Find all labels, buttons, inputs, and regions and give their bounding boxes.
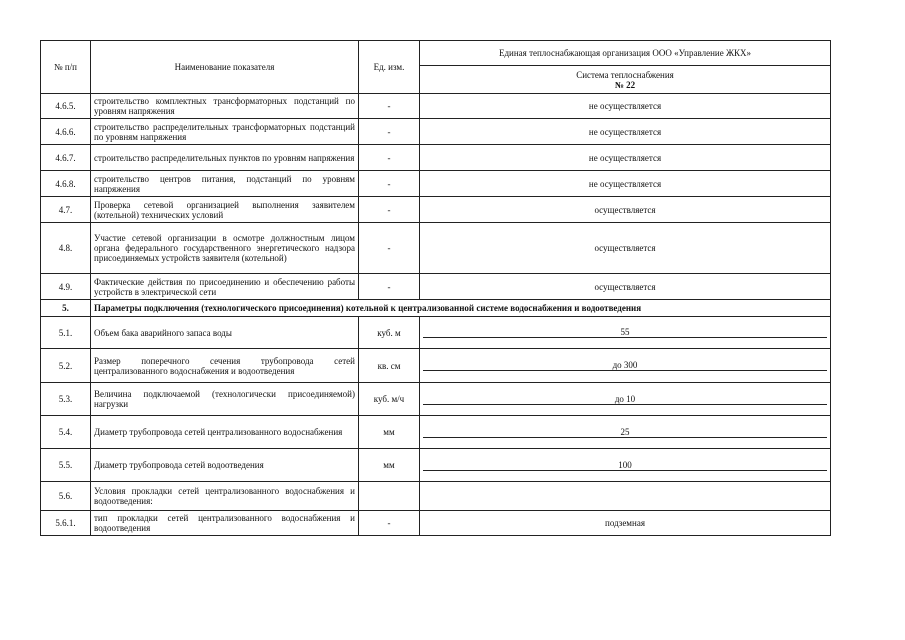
row-name: строительство распределительных пунктов по уровням напряжения: [91, 145, 359, 171]
row-value: не осуществляется: [420, 145, 831, 171]
section-row: [41, 300, 831, 317]
row-unit: -: [359, 119, 420, 145]
header-system: [420, 66, 831, 94]
row-name: Условия прокладки сетей централизованного водоснабжения и водоотведения:: [91, 482, 359, 511]
table-row: [41, 223, 831, 274]
row-unit: -: [359, 223, 420, 274]
system-number: № 22: [614, 79, 636, 90]
row-value: 55: [423, 327, 827, 338]
table-row: [41, 511, 831, 536]
row-value: не осуществляется: [420, 171, 831, 197]
row-num: 4.6.5.: [41, 94, 91, 119]
row-value: осуществляется: [420, 197, 831, 223]
row-unit: -: [359, 145, 420, 171]
row-unit: мм: [359, 416, 420, 449]
row-name: тип прокладки сетей централизованного водоснабжения и водоотведения: [91, 511, 359, 536]
row-value: не осуществляется: [420, 94, 831, 119]
table-row: [41, 317, 831, 349]
table-row: [41, 171, 831, 197]
row-num: 5.2.: [41, 349, 91, 383]
row-num: 4.6.7.: [41, 145, 91, 171]
row-num: 5.5.: [41, 449, 91, 482]
row-value-cell: [420, 416, 831, 449]
header-row: [41, 41, 831, 66]
row-value: 25: [423, 427, 827, 438]
system-label: Система теплоснабжения: [576, 69, 674, 80]
row-unit: мм: [359, 449, 420, 482]
table-row: [41, 416, 831, 449]
row-unit: [359, 482, 420, 511]
row-name: Объем бака аварийного запаса воды: [91, 317, 359, 349]
row-value-cell: [420, 383, 831, 416]
row-unit: куб. м/ч: [359, 383, 420, 416]
table-row: [41, 383, 831, 416]
section-title: Параметры подключения (технологического присоединения) котельной к централизованной системе водоснабжения и водоотведения: [91, 300, 831, 317]
row-value: 100: [423, 460, 827, 471]
row-num: 5.6.: [41, 482, 91, 511]
header-num: № п/п: [41, 41, 91, 94]
row-unit: -: [359, 197, 420, 223]
row-name: Проверка сетевой организацией выполнения заявителем (котельной) технических условий: [91, 197, 359, 223]
row-num: 5.6.1.: [41, 511, 91, 536]
section-num: 5.: [41, 300, 91, 317]
header-unit: Ед. изм.: [359, 41, 420, 94]
row-value-cell: [420, 349, 831, 383]
table-row: [41, 349, 831, 383]
row-name: Диаметр трубопровода сетей водоотведения: [91, 449, 359, 482]
table-row: [41, 145, 831, 171]
table-row: [41, 449, 831, 482]
row-num: 5.3.: [41, 383, 91, 416]
row-num: 4.6.8.: [41, 171, 91, 197]
header-name: Наименование показателя: [91, 41, 359, 94]
row-name: Размер поперечного сечения трубопровода сетей централизованного водоснабжения и водоотведения: [91, 349, 359, 383]
row-value: до 10: [423, 394, 827, 405]
row-value: подземная: [420, 511, 831, 536]
row-name: строительство комплектных трансформаторных подстанций по уровням напряжения: [91, 94, 359, 119]
row-num: 5.4.: [41, 416, 91, 449]
row-num: 4.6.6.: [41, 119, 91, 145]
row-num: 5.1.: [41, 317, 91, 349]
row-value-cell: [420, 449, 831, 482]
row-num: 4.8.: [41, 223, 91, 274]
header-org: Единая теплоснабжающая организация ООО «Управление ЖКХ»: [420, 41, 831, 66]
table-row: [41, 94, 831, 119]
row-unit: -: [359, 171, 420, 197]
row-value-cell: [420, 317, 831, 349]
row-unit: -: [359, 94, 420, 119]
row-name: Фактические действия по присоединению и обеспечению работы устройств в электрической сети: [91, 274, 359, 300]
row-value: осуществляется: [420, 223, 831, 274]
row-unit: кв. см: [359, 349, 420, 383]
table-row: [41, 197, 831, 223]
row-unit: -: [359, 274, 420, 300]
row-value: осуществляется: [420, 274, 831, 300]
table-row: [41, 274, 831, 300]
row-name: Величина подключаемой (технологически присоединяемой) нагрузки: [91, 383, 359, 416]
table-row: [41, 119, 831, 145]
row-name: Диаметр трубопровода сетей централизованного водоснабжения: [91, 416, 359, 449]
indicators-table: [40, 40, 831, 536]
row-name: строительство распределительных трансформаторных подстанций по уровням напряжения: [91, 119, 359, 145]
row-num: 4.9.: [41, 274, 91, 300]
row-name: строительство центров питания, подстанций по уровням напряжения: [91, 171, 359, 197]
row-value: не осуществляется: [420, 119, 831, 145]
row-unit: -: [359, 511, 420, 536]
table-row: [41, 482, 831, 511]
row-value: [420, 482, 831, 511]
row-unit: куб. м: [359, 317, 420, 349]
row-value: до 300: [423, 360, 827, 371]
row-name: Участие сетевой организации в осмотре должностным лицом органа федерального государственного энергетического надзора присоединяемых устройств заявителя (котельной): [91, 223, 359, 274]
row-num: 4.7.: [41, 197, 91, 223]
